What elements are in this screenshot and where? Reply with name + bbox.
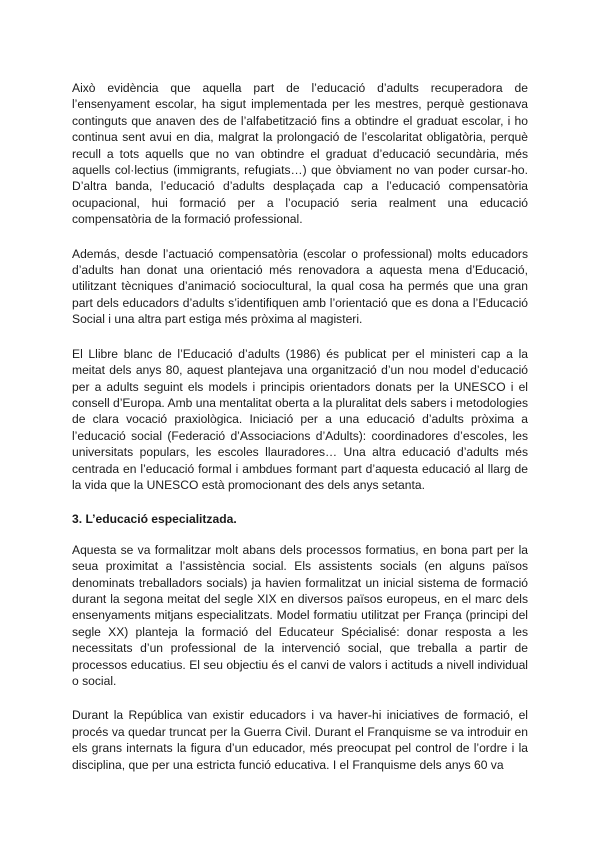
paragraph-republic-francoism: Durant la República van existir educadors i va haver-hi iniciatives de formació, el procés va quedar truncat per la Guerra Civil. Durant el Franquisme se va introduir en els grans internats la figura d’un educador, més preocupat pel control de l’ordre i la disciplina, que per una estricta funció educativa. I el Franquisme dels anys 60 va (72, 708, 528, 772)
paragraph-white-book: El Llibre blanc de l’Educació d’adults (1986) és publicat per el ministeri cap a la meitat dels anys 80, aquest plantejava una organització d’un nou model d’educació per a adults seguint els models i principis orientadors donats per la UNESCO i el consell d’Europa. Amb una mentalitat oberta a la pluralitat dels sabers i metodologies de clara vocació praxiològica. Iniciació per a una educació d’adults pròxima a l’educació social (Federació d’Associacions d’Adults): coordinadores d’escoles, les universitats populars, les escoles llauradores… Una altra educació d’adults més centrada en l’educació formal i ambdues formant part d’aquesta educació al llarg de la vida que la UNESCO està promocionant des dels anys setanta. (72, 346, 528, 492)
section-heading: 3. L’educació especialitzada. (72, 512, 237, 527)
paragraph-adult-education-recovery: Això evidència que aquella part de l’educació d’adults recuperadora de l’ensenyament escolar, ha sigut implementada per les mestres, perquè gestionava continguts que anaven des de l’alfabetització fins a obtindre el graduat escolar, i ho continua sent avui en dia, malgrat la prolongació de l’escolaritat obligatòria, perquè recull a tots aquells que no van obtindre el graduat d’educació secundària, més aquells col·lectius (immigrants, refugiats…) que òbviament no van poder cursar-ho. D’altra banda, l’educació d’adults desplaçada cap a l’educació compensatòria ocupacional, hui formació per a l’ocupació seria realment una educació compensatòria de la formació professional. (72, 81, 528, 227)
document-page (72, 80, 528, 791)
paragraph-compensatory-action: Además, desde l’actuació compensatòria (escolar o professional) molts educadors d’adults han donat una orientació més renovadora a aquesta mena d’Educació, utilitzant tècniques d’animació sociocultural, la qual cosa ha permés que una gran part dels educadors d’adults s’identifiquen amb l’orientació que es dona a l’Educació Social i una altra part estiga més pròxima al magisteri. (72, 246, 528, 327)
paragraph-specialized-education: Aquesta se va formalitzar molt abans dels processos formatius, en bona part per la seua proximitat a l’assistència social. Els assistents socials (en alguns països denominats treballadors socials) ja havien formalitzat un inicial sistema de formació durant la segona meitat del segle XIX en diversos països europeus, en el marc dels ensenyaments mitjans especialitzats. Model formatiu utilitzat per França (principi del segle XX) planteja la formació del Educateur Spécialisé: donar resposta a les necessitats d’un professional de la intervenció social, que treballa a partir de processos educatius. El seu objectiu és el canvi de valors i actituds a nivell individual o social. (72, 542, 528, 688)
